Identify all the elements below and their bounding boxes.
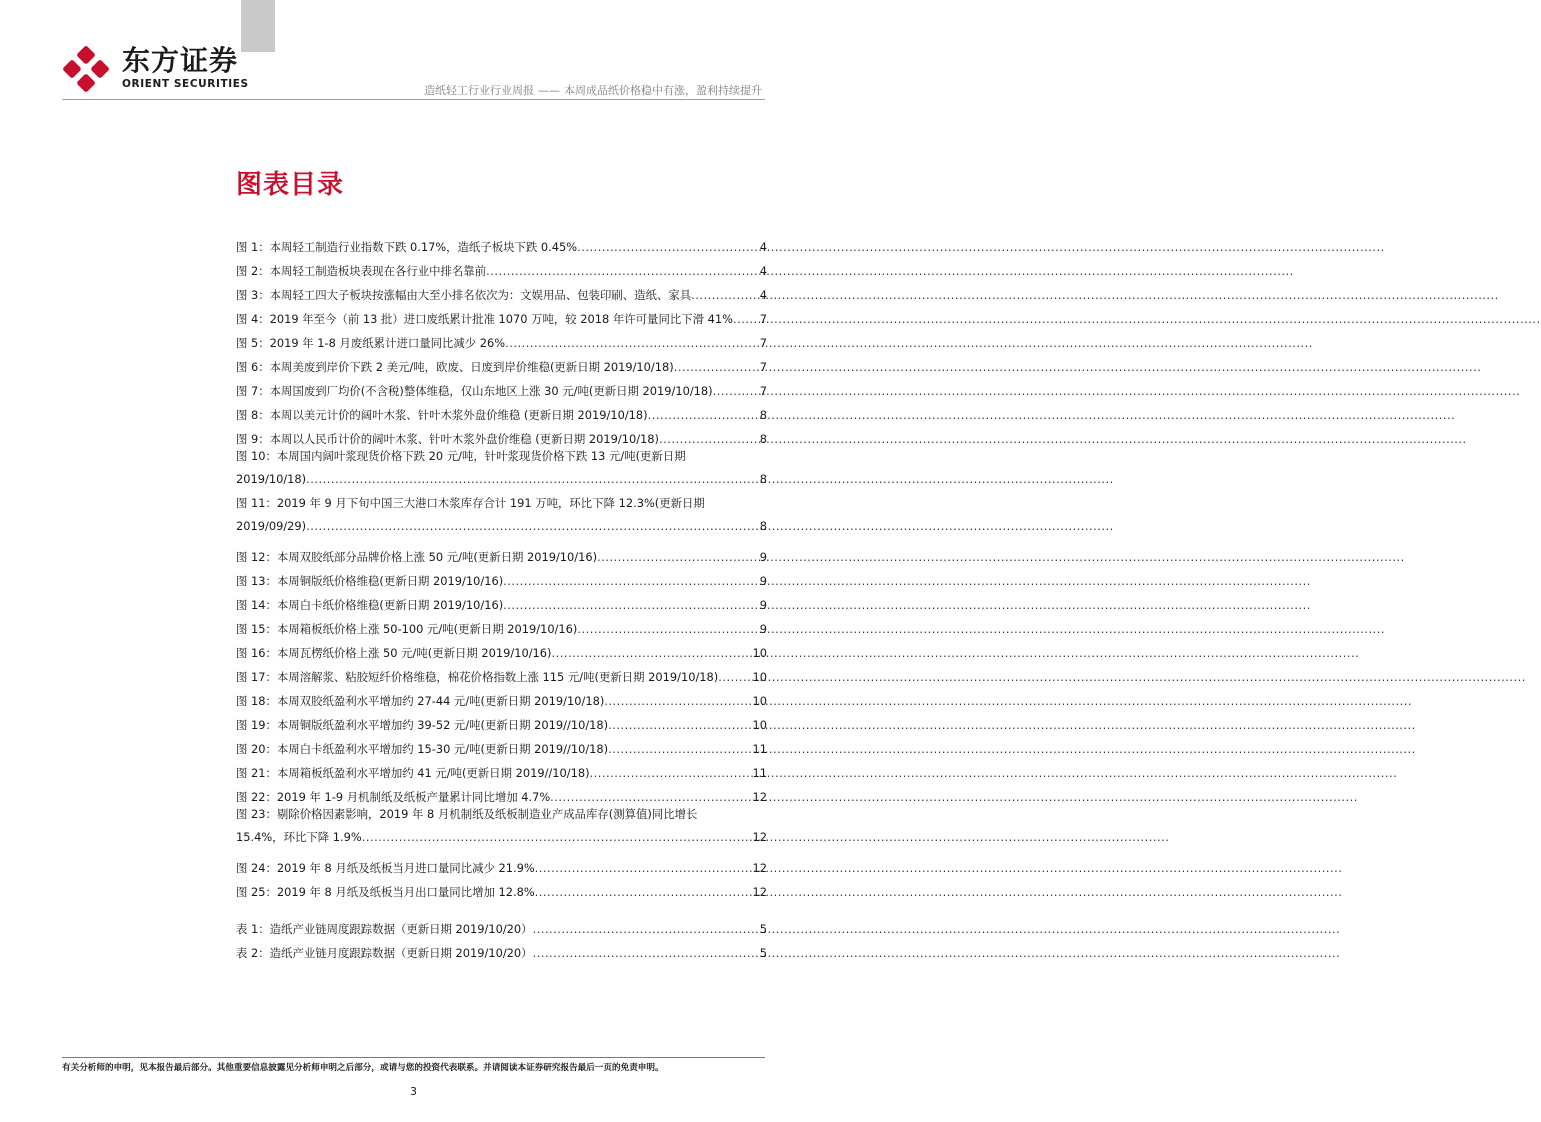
dot-leader <box>533 946 759 961</box>
entry-label: 图 23： <box>236 807 277 821</box>
entry-label: 图 8： <box>236 408 270 422</box>
entry-line-1 <box>236 805 767 822</box>
figure-entry[interactable] <box>236 805 767 852</box>
dot-leader <box>306 519 759 534</box>
dot-leader <box>659 432 759 447</box>
entry-label: 图 12： <box>236 550 277 564</box>
dot-leader <box>577 622 758 637</box>
figure-entry[interactable] <box>236 565 767 589</box>
report-header <box>424 82 762 98</box>
entry-text: 本周美废到岸价下跌 2 美元/吨，欧废、日废到岸价维稳(更新日期 2019/10/18) <box>269 360 674 374</box>
dot-leader <box>306 472 759 487</box>
entry-page: 7 <box>759 384 767 398</box>
entry-text: 本周轻工制造板块表现在各行业中排名靠前 <box>269 264 487 278</box>
dot-leader <box>597 550 759 565</box>
page-number: 3 <box>410 1085 417 1098</box>
entry-label: 图 25： <box>236 885 277 899</box>
figure-entry[interactable] <box>236 852 767 876</box>
entry-label: 图 21： <box>236 766 277 780</box>
entry-text: 本周国废到厂均价(不含税)整体维稳，仅山东地区上涨 30 元/吨(更新日期 2019/10/18) <box>269 384 713 398</box>
entry-page: 12 <box>752 885 767 899</box>
dot-leader <box>535 861 752 876</box>
table-list <box>236 913 767 961</box>
figure-entry[interactable] <box>236 685 767 709</box>
entry-page: 4 <box>759 288 767 302</box>
table-entry[interactable] <box>236 913 767 937</box>
figure-entry[interactable] <box>236 423 767 447</box>
entry-line-1 <box>236 447 767 464</box>
dot-leader <box>505 336 759 351</box>
brand-name-cn: 东方证券 <box>122 44 239 77</box>
entry-text: 本周溶解浆、粘胶短纤价格维稳，棉花价格指数上涨 115 元/吨(更新日期 2019/10/18) <box>276 670 719 684</box>
entry-text: 2019 年 1-8 月废纸累计进口量同比减少 26% <box>269 336 506 350</box>
figure-entry[interactable] <box>236 637 767 661</box>
entry-text: 本周国内阔叶浆现货价格下跌 20 元/吨，针叶浆现货价格下跌 13 元/吨(更新日期 <box>276 449 686 463</box>
entry-label: 图 5： <box>236 336 270 350</box>
dot-leader <box>577 240 759 255</box>
entry-label: 图 1： <box>236 240 270 254</box>
dot-leader <box>648 408 759 423</box>
entry-page: 5 <box>759 922 767 936</box>
entry-text: 2019 年 8 月纸及纸板当月进口量同比减少 21.9% <box>276 861 535 875</box>
entry-label: 图 10： <box>236 449 277 463</box>
entry-page: 7 <box>759 336 767 350</box>
entry-label: 图 18： <box>236 694 277 708</box>
figure-entry[interactable] <box>236 447 767 494</box>
entry-label: 图 3： <box>236 288 270 302</box>
entry-label: 图 4： <box>236 312 270 326</box>
entry-page: 9 <box>759 574 767 588</box>
entry-page: 7 <box>759 360 767 374</box>
entry-page: 12 <box>752 790 767 804</box>
orient-securities-logo-icon <box>62 46 114 94</box>
entry-text: 2019 年至今（前 13 批）进口废纸累计批准 1070 万吨，较 2018 年许可量同比下滑 41% <box>269 312 733 326</box>
dot-leader <box>535 885 752 900</box>
figure-entry[interactable] <box>236 781 767 805</box>
entry-label: 图 19： <box>236 718 277 732</box>
report-subtitle: 本周成品纸价格稳中有涨，盈利持续提升 <box>564 84 762 97</box>
entry-label: 图 14： <box>236 598 277 612</box>
entry-text: 本周双胶纸盈利水平增加约 27-44 元/吨(更新日期 2019/10/18) <box>276 694 605 708</box>
figure-entry[interactable] <box>236 876 767 900</box>
entry-text: 2019 年 9 月下旬中国三大港口木浆库存合计 191 万吨，环比下降 12.3%(更新日期 <box>276 496 705 510</box>
dot-leader <box>550 790 751 805</box>
entry-page: 7 <box>759 312 767 326</box>
figure-entry[interactable] <box>236 494 767 541</box>
figure-entry[interactable] <box>236 327 767 351</box>
entry-label: 图 6： <box>236 360 270 374</box>
entry-text: 本周箱板纸价格上涨 50-100 元/吨(更新日期 2019/10/16) <box>276 622 578 636</box>
entry-page: 10 <box>752 670 767 684</box>
entry-label: 图 22： <box>236 790 277 804</box>
dot-leader <box>590 766 752 781</box>
figure-list <box>236 231 767 900</box>
dot-leader <box>608 742 751 757</box>
entry-text: 本周铜版纸价格维稳(更新日期 2019/10/16) <box>276 574 504 588</box>
figure-entry[interactable] <box>236 399 767 423</box>
entry-label: 表 2： <box>236 946 270 960</box>
entry-text: 本周白卡纸盈利水平增加约 15-30 元/吨(更新日期 2019//10/18) <box>276 742 609 756</box>
entry-page: 8 <box>759 432 767 446</box>
entry-label: 图 24： <box>236 861 277 875</box>
figure-entry[interactable] <box>236 255 767 279</box>
entry-text: 造纸产业链周度跟踪数据（更新日期 2019/10/20） <box>269 922 533 936</box>
figure-entry[interactable] <box>236 757 767 781</box>
figure-entry[interactable] <box>236 231 767 255</box>
entry-page: 4 <box>759 240 767 254</box>
entry-line-2 <box>236 519 767 534</box>
report-type: 造纸轻工行业行业周报 <box>424 84 534 97</box>
entry-text: 本周瓦楞纸价格上涨 50 元/吨(更新日期 2019/10/16) <box>276 646 552 660</box>
entry-label: 图 16： <box>236 646 277 660</box>
figure-entry[interactable] <box>236 303 767 327</box>
dot-leader <box>713 384 759 399</box>
figure-entry[interactable] <box>236 613 767 637</box>
entry-page: 8 <box>759 519 767 533</box>
footer-divider <box>62 1057 765 1058</box>
entry-page: 5 <box>759 946 767 960</box>
figure-entry[interactable] <box>236 279 767 303</box>
entry-label: 图 17： <box>236 670 277 684</box>
entry-text: 本周白卡纸价格维稳(更新日期 2019/10/16) <box>276 598 504 612</box>
entry-page: 8 <box>759 472 767 486</box>
figure-entry[interactable] <box>236 709 767 733</box>
dot-leader <box>552 646 752 661</box>
entry-text-continued: 2019/09/29) <box>236 519 307 533</box>
figure-entry[interactable] <box>236 375 767 399</box>
page-title: 图表目录 <box>236 170 345 200</box>
dot-leader <box>608 718 751 733</box>
entry-text: 本周轻工制造行业指数下跌 0.17%，造纸子板块下跌 0.45% <box>269 240 578 254</box>
entry-text: 本周铜版纸盈利水平增加约 39-52 元/吨(更新日期 2019//10/18) <box>276 718 609 732</box>
table-entry[interactable] <box>236 937 767 961</box>
entry-text: 2019 年 8 月纸及纸板当月出口量同比增加 12.8% <box>276 885 535 899</box>
entry-page: 9 <box>759 598 767 612</box>
header-accent-bar <box>241 0 275 52</box>
entry-line-2 <box>236 830 767 845</box>
dot-leader <box>691 288 759 303</box>
list-gap <box>236 900 767 913</box>
header-separator: —— <box>538 84 560 97</box>
figure-entry[interactable] <box>236 589 767 613</box>
entry-label: 图 15： <box>236 622 277 636</box>
header-divider <box>62 99 765 100</box>
dot-leader <box>533 922 759 937</box>
entry-label: 图 2： <box>236 264 270 278</box>
entry-page: 11 <box>752 742 767 756</box>
entry-page: 12 <box>752 830 767 844</box>
entry-label: 图 9： <box>236 432 270 446</box>
entry-label: 图 13： <box>236 574 277 588</box>
entry-page: 10 <box>752 646 767 660</box>
entry-line-1 <box>236 494 767 511</box>
table-of-figures <box>236 231 767 961</box>
dot-leader <box>503 598 759 613</box>
entry-text: 本周以人民币计价的阔叶木浆、针叶木浆外盘价维稳 (更新日期 2019/10/18) <box>269 432 659 446</box>
dot-leader <box>604 694 751 709</box>
entry-line-2 <box>236 472 767 487</box>
entry-label: 图 7： <box>236 384 270 398</box>
dot-leader <box>718 670 751 685</box>
entry-page: 11 <box>752 766 767 780</box>
entry-page: 12 <box>752 861 767 875</box>
entry-text: 本周箱板纸盈利水平增加约 41 元/吨(更新日期 2019//10/18) <box>276 766 590 780</box>
entry-page: 10 <box>752 718 767 732</box>
dot-leader <box>486 264 759 279</box>
figure-entry[interactable] <box>236 351 767 375</box>
brand-name-en: ORIENT SECURITIES <box>122 78 249 90</box>
disclaimer: 有关分析师的申明，见本报告最后部分。其他重要信息披露见分析师申明之后部分，或请与您的投资代表联系。并请阅读本证券研究报告最后一页的免责申明。 <box>62 1063 664 1073</box>
entry-page: 9 <box>759 622 767 636</box>
dot-leader <box>674 360 759 375</box>
entry-text-continued: 2019/10/18) <box>236 472 307 486</box>
entry-text: 本周轻工四大子板块按涨幅由大至小排名依次为：文娱用品、包装印刷、造纸、家具 <box>269 288 692 302</box>
entry-text: 剔除价格因素影响，2019 年 8 月机制纸及纸板制造业产成品库存(测算值)同比增长 <box>276 807 698 821</box>
entry-label: 图 11： <box>236 496 277 510</box>
entry-label: 表 1： <box>236 922 270 936</box>
entry-page: 9 <box>759 550 767 564</box>
entry-page: 10 <box>752 694 767 708</box>
entry-page: 8 <box>759 408 767 422</box>
entry-text: 本周双胶纸部分品牌价格上涨 50 元/吨(更新日期 2019/10/16) <box>276 550 598 564</box>
dot-leader <box>503 574 759 589</box>
entry-page: 4 <box>759 264 767 278</box>
figure-entry[interactable] <box>236 733 767 757</box>
entry-text-continued: 15.4%，环比下降 1.9% <box>236 830 362 844</box>
dot-leader <box>362 830 752 845</box>
entry-text: 造纸产业链月度跟踪数据（更新日期 2019/10/20） <box>269 946 533 960</box>
entry-text: 本周以美元计价的阔叶木浆、针叶木浆外盘价维稳 (更新日期 2019/10/18) <box>269 408 648 422</box>
figure-entry[interactable] <box>236 661 767 685</box>
dot-leader <box>733 312 759 327</box>
entry-text: 2019 年 1-9 月机制纸及纸板产量累计同比增加 4.7% <box>276 790 551 804</box>
entry-label: 图 20： <box>236 742 277 756</box>
figure-entry[interactable] <box>236 541 767 565</box>
